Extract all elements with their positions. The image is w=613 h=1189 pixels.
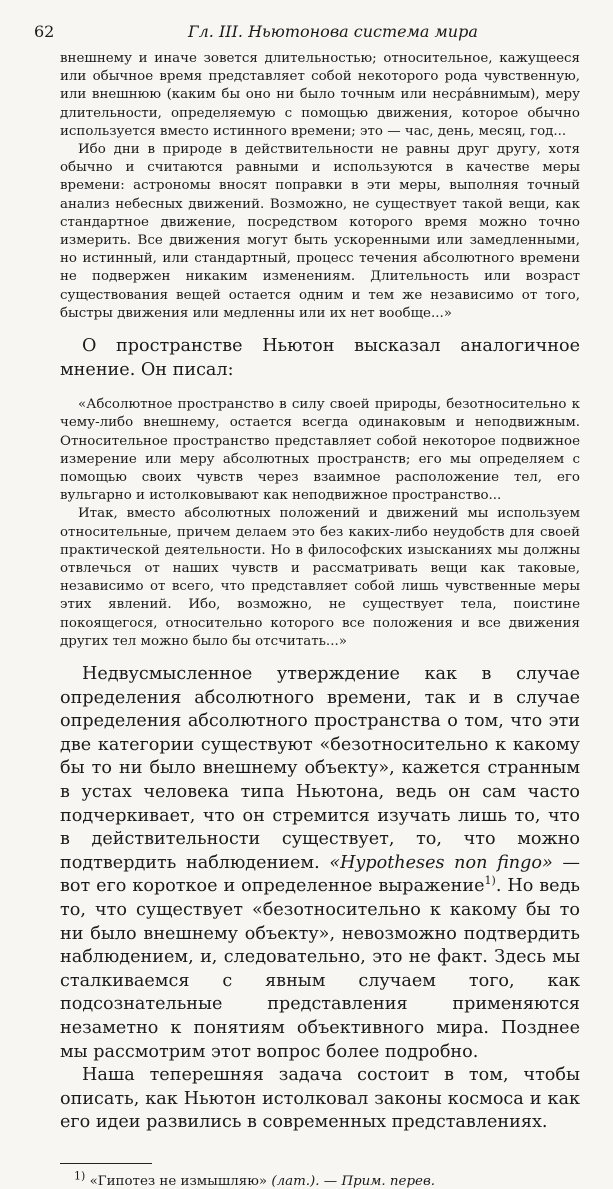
main-paragraph-2: Наша теперешняя задача состоит в том, чтобы описать, как Ньютон истолковал законы космоса и как его идеи развились в современных представлениях. (60, 1065, 580, 1133)
running-title: Гл. III. Ньютонова система мира (188, 22, 478, 41)
main-text-part-3: . Но ведь то, что существует «безотносительно к какому бы то ни было внешнему объекту», невозможно подтвердить наблюдением, и, следовательно, это не факт. Здесь мы сталкиваемся с явным случаем того, как подсознательные представления применяются незаметно к понятиям объективного мира. Позднее мы рассмотрим этот вопрос более подробно. (60, 876, 580, 1062)
quote-space-paragraph-1: «Абсолютное пространство в силу своей природы, безотносительно к чему-либо внешнему, остается всегда одинаковым и неподвижным. Относительное пространство представляет собой некоторое подвижное измерение или меру абсолютных пространств; его мы определяем с помощью своих чувств через взаимное расположение тел, его вульгарно и истолковывают как неподвижное пространство... (60, 397, 580, 504)
quote-time-paragraph-2: Ибо дни в природе в действительности не равны друг другу, хотя обычно и считаются равными и используются в качестве меры времени: астрономы вносят поправки в эти меры, выполняя точный анализ небесных движений. Возможно, не существует такой вещи, как стандартное движение, посредством которого время можно точно измерить. Все движения могут быть ускоренными или замедленными, но истинный, или стандартный, процесс течения абсолютного времени не подвержен никаким изменениям. Длительность или возраст существования вещей остается одним и тем же независимо от того, быстры движения или медленны или их нет вообще...» (60, 142, 580, 321)
footnote-language: (лат.). (271, 1173, 320, 1189)
latin-quote: «Hypotheses non fingo» (329, 852, 553, 873)
quote-time-paragraph-1: внешнему и иначе зовется длительностью; относительное, кажущееся или обычное время представляет собой некоторого рода чувственную, или внешнюю (каким бы оно ни было точным или несра́внимым), меру длительности, определяемую с помощью движения, которое обычно используется вместо истинного времени; это — час, день, месяц, год... (60, 51, 580, 139)
footnote-text: «Гипотез не измышляю» (89, 1173, 268, 1189)
page-number: 62 (34, 22, 55, 41)
footnote-divider (60, 1163, 152, 1164)
main-text-part-2: — вот его короткое и определенное выражение (60, 852, 580, 897)
footnote (60, 1169, 580, 1189)
main-paragraph-1 (60, 663, 580, 1064)
page-header (34, 22, 580, 50)
quote-space-paragraph-2: Итак, вместо абсолютных положений и движений мы используем относительные, причем делаем это без каких-либо неудобств для своей практической деятельности. Но в философских изысканиях мы должны отвлечься от наших чувств и рассматривать вещи как таковые, независимо от всего, что представляет собой лишь чувственные меры этих явлений. Ибо, возможно, не существует тела, поистине покоящегося, относительно которого все положения и все движения других тел можно было бы отсчитать...» (60, 506, 580, 649)
footnote-dash: — (319, 1173, 342, 1189)
translator-note: Прим. перев. (341, 1173, 436, 1189)
footnote-marker: 1) (74, 1169, 86, 1183)
main-text-part-1: Недвусмысленное утверждение как в случае определения абсолютного времени, так и в случае определения абсолютного пространства о том, что эти две категории существуют «безотносительно к какому бы то ни было внешнему объекту», кажется странным в устах человека типа Ньютона, ведь он сам часто подчеркивает, что он стремится изучать лишь то, что в действительности существует, то, что можно подтвердить наблюдением. (60, 664, 580, 873)
space-intro-paragraph: О пространстве Ньютон высказал аналогичное мнение. Он писал: (60, 336, 580, 380)
footnote-reference[interactable]: 1) (484, 874, 496, 888)
book-page (34, 22, 580, 1189)
